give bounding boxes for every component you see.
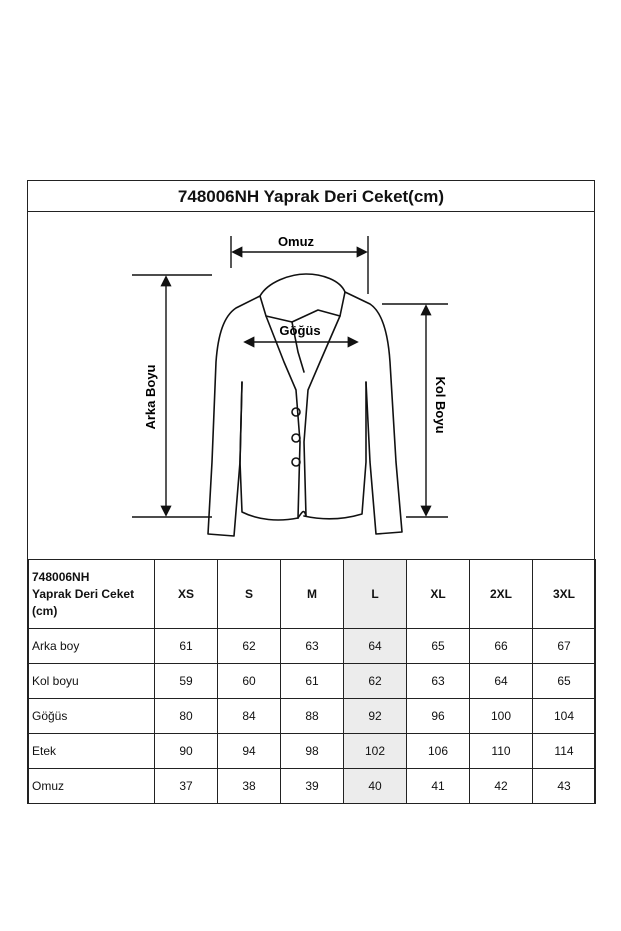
table-cell: 92 — [344, 699, 407, 734]
table-cell: 65 — [407, 629, 470, 664]
arka-boyu-label: Arka Boyu — [143, 364, 158, 430]
table-cell: 39 — [281, 769, 344, 804]
table-cell: 37 — [155, 769, 218, 804]
button-2 — [292, 434, 300, 442]
table-header-row — [29, 560, 596, 629]
table-cell: 65 — [533, 664, 596, 699]
table-cell: 110 — [470, 734, 533, 769]
table-cell: 64 — [470, 664, 533, 699]
table-cell: 38 — [218, 769, 281, 804]
table-cell: 63 — [281, 629, 344, 664]
row-label: Kol boyu — [29, 664, 155, 699]
table-cell: 63 — [407, 664, 470, 699]
omuz-label: Omuz — [277, 234, 315, 249]
table-cell: 88 — [281, 699, 344, 734]
table-cell: 64 — [344, 629, 407, 664]
table-row — [29, 629, 596, 664]
table-cell: 96 — [407, 699, 470, 734]
size-header: S — [218, 560, 281, 629]
kol-boyu-label: Kol Boyu — [433, 376, 448, 434]
table-cell: 42 — [470, 769, 533, 804]
table-cell: 66 — [470, 629, 533, 664]
corner-line-1: 748006NH — [32, 569, 90, 584]
size-header: XL — [407, 560, 470, 629]
table-cell: 80 — [155, 699, 218, 734]
table-cell: 67 — [533, 629, 596, 664]
table-cell: 84 — [218, 699, 281, 734]
size-header-highlighted: L — [344, 560, 407, 629]
table-cell: 62 — [344, 664, 407, 699]
table-cell: 106 — [407, 734, 470, 769]
table-cell: 104 — [533, 699, 596, 734]
size-header: XS — [155, 560, 218, 629]
table-cell: 100 — [470, 699, 533, 734]
table-cell: 114 — [533, 734, 596, 769]
row-label: Arka boy — [29, 629, 155, 664]
table-cell: 59 — [155, 664, 218, 699]
size-header: M — [281, 560, 344, 629]
table-cell: 40 — [344, 769, 407, 804]
table-cell: 62 — [218, 629, 281, 664]
table-cell: 90 — [155, 734, 218, 769]
table-corner-cell — [29, 560, 155, 629]
table-cell: 61 — [155, 629, 218, 664]
table-row — [29, 734, 596, 769]
row-label: Göğüs — [29, 699, 155, 734]
size-table — [28, 559, 596, 804]
page-title: 748006NH Yaprak Deri Ceket(cm) — [28, 181, 594, 212]
size-chart-sheet — [27, 180, 595, 804]
table-cell: 41 — [407, 769, 470, 804]
table-cell: 60 — [218, 664, 281, 699]
table-row — [29, 699, 596, 734]
button-1 — [292, 408, 300, 416]
table-row — [29, 769, 596, 804]
table-cell: 94 — [218, 734, 281, 769]
table-cell: 43 — [533, 769, 596, 804]
corner-line-3: (cm) — [32, 603, 58, 618]
table-cell: 102 — [344, 734, 407, 769]
gogus-label: Göğüs — [279, 323, 321, 338]
jacket-measurement-diagram — [28, 212, 594, 559]
corner-line-2: Yaprak Deri Ceket — [32, 586, 135, 601]
size-header: 3XL — [533, 560, 596, 629]
table-row — [29, 664, 596, 699]
table-cell: 98 — [281, 734, 344, 769]
row-label: Omuz — [29, 769, 155, 804]
table-cell: 61 — [281, 664, 344, 699]
jacket-outline — [208, 274, 402, 536]
jacket-illustration — [28, 212, 595, 559]
row-label: Etek — [29, 734, 155, 769]
size-header: 2XL — [470, 560, 533, 629]
